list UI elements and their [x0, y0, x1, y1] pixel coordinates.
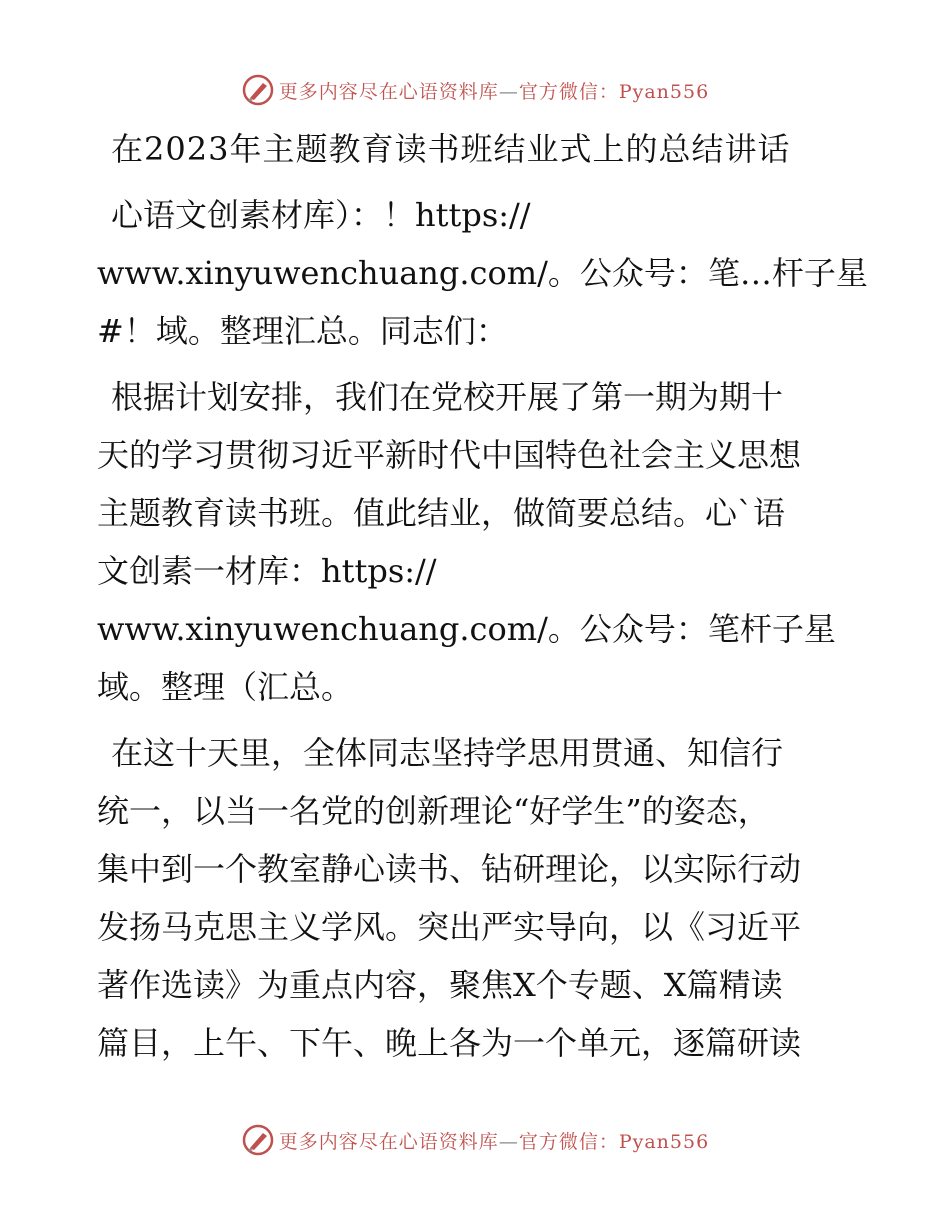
footer-watermark-banner	[0, 1120, 950, 1160]
paragraph-2	[97, 368, 857, 716]
banner-dash: —	[498, 80, 519, 103]
paragraph-line: 集中到一个教室静心读书、钻研理论，以实际行动	[97, 850, 802, 888]
header-watermark-banner	[0, 70, 950, 110]
paragraph-line: 心语文创素材库）：！https://	[111, 196, 531, 234]
banner-dash: —	[498, 1130, 519, 1153]
paragraph-line: 天的学习贯彻习近平新时代中国特色社会主义思想	[97, 436, 802, 474]
paragraph-line: 在这十天里，全体同志坚持学思用贯通、知信行	[111, 734, 784, 772]
paragraph-line: #！域。整理汇总。同志们：	[97, 312, 508, 350]
banner-wechat-id: Pyan556	[618, 80, 710, 103]
pen-logo-icon	[241, 1123, 275, 1157]
paragraph-line: 文创素一材库：https://	[97, 552, 437, 590]
document-title: 在2023年主题教育读书班结业式上的总结讲话	[111, 130, 791, 168]
document-body	[97, 120, 868, 1072]
banner-wechat-id: Pyan556	[618, 1130, 710, 1153]
paragraph-line: 域。整理（汇总。	[97, 668, 354, 706]
paragraph-line: 根据计划安排，我们在党校开展了第一期为期十	[111, 378, 784, 416]
paragraph-line: 篇目，上午、下午、晚上各为一个单元，逐篇研读	[97, 1024, 802, 1062]
banner-text	[279, 77, 709, 104]
paragraph-line: 发扬马克思主义学风。突出严实导向，以《习近平	[97, 908, 802, 946]
paragraph-line: 统一，以当一名党的创新理论“好学生”的姿态，	[97, 792, 770, 830]
banner-wechat-label: 官方微信：	[518, 1130, 619, 1153]
paragraph-line: www.xinyuwenchuang.com/。公众号：笔…杆子星	[97, 254, 868, 292]
pen-logo-icon	[241, 73, 275, 107]
paragraph-line: 主题教育读书班。值此结业，做简要总结。心`语	[97, 494, 786, 532]
paragraph-1	[97, 186, 868, 360]
banner-wechat-label: 官方微信：	[518, 80, 619, 103]
banner-main-text: 更多内容尽在心语资料库	[278, 1130, 499, 1153]
banner-main-text: 更多内容尽在心语资料库	[278, 80, 499, 103]
banner-text	[279, 1127, 709, 1154]
paragraph-line: www.xinyuwenchuang.com/。公众号：笔杆子星	[97, 610, 836, 648]
paragraph-line: 著作选读》为重点内容，聚焦X个专题、X篇精读	[97, 966, 783, 1004]
paragraph-3	[97, 724, 857, 1072]
